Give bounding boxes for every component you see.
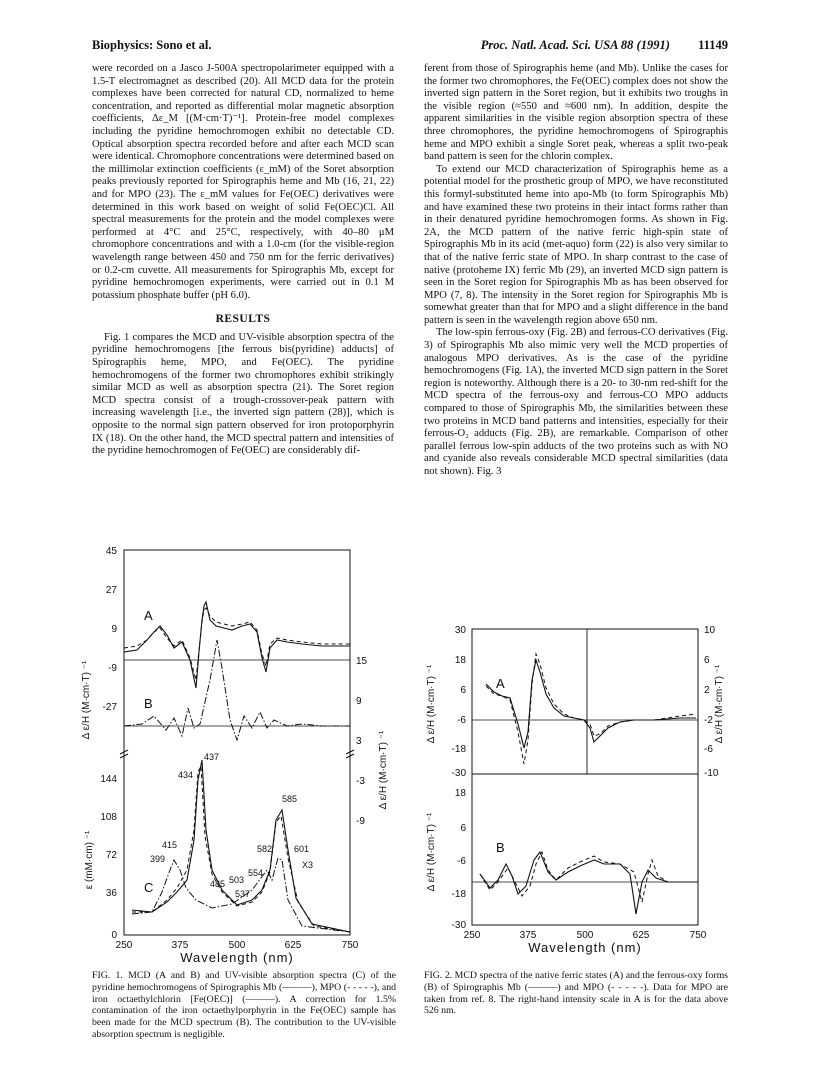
fig2-a-right-tick: 10	[704, 625, 716, 636]
fig1-ylabel-right: Δ ε/H (M·cm·T) ⁻¹	[378, 730, 389, 810]
fig2-panel-a: A	[496, 676, 505, 691]
fig2-a-ytick: -18	[451, 744, 466, 755]
fig1-right-tick: 9	[356, 696, 362, 707]
fig1-right-tick: -3	[356, 776, 365, 787]
fig1-peak-537: 537	[235, 889, 251, 899]
fig2-a-right-tick: 6	[704, 655, 710, 666]
figure-1	[81, 540, 396, 970]
fig1-ytick: 45	[105, 546, 117, 557]
fig1-xtick: 500	[228, 940, 246, 951]
running-header-right	[476, 38, 728, 53]
fig1-peak-437: 437	[204, 752, 220, 762]
fig1-ytick: -9	[108, 663, 117, 674]
fig1-right-tick: 3	[356, 736, 362, 747]
fig1-ytick: -27	[102, 702, 117, 713]
fig2-b-ytick: -6	[457, 856, 466, 867]
results-paragraph-continued: ferent from those of Spirographis heme (and Mb). Unlike the cases for the former two chromophores, the Fe(OEC) complex does not show the inverted sign pattern in the Soret region, but it exhibits two troughs in the visible region (≈550 and ≈600 nm). In addition, despite the apparent similarities in the visible region absorption spectra of these three chromophores, the pyridine hemochromogens of Spirographis heme and MPO exhibit a single Soret peak, whereas a split two-peak band pattern is seen for the chlorin complex.	[424, 63, 728, 163]
fig2-b-ytick: -18	[451, 889, 466, 900]
fig1-right-tick: 15	[356, 656, 368, 667]
results-paragraph-1: Fig. 1 compares the MCD and UV-visible absorption spectra of the pyridine hemochromogens [the ferrous bis(pyridine) adducts] of Spirographis heme, MPO, and Fe(OEC). The pyridine hemochromogens of the former two chromophores exhibit strikingly similar MCD as well as absorption spectra (21). The Soret region MCD spectra consist of a trough-crossover-peak pattern with increasing wavelength [i.e., the inverted sign pattern (28)], which is opposite to the normal sign pattern observed for iron protoporphyrin IX (18). On the other hand, the MCD spectral pattern and intensities of the pyridine hemochromogen of Fe(OEC) are considerably dif-	[92, 331, 394, 457]
fig2-a-right-tick: -2	[704, 715, 713, 726]
figure-1-caption: FIG. 1. MCD (A and B) and UV-visible absorption spectra (C) of the pyridine hemochromogens of Spirographis Mb (———), MPO (- - - - -), and iron octaethylchlorin [Fe(OEC)] (———). A correction for 1.5% contamination of the iron octaethylporphyrin in the Fe(OEC) sample has been made for the MCD spectrum (B). The contribution to the UV-visible absorption spectrum is negligible.	[92, 970, 396, 1040]
fig1-xtick: 375	[171, 940, 189, 951]
fig2-xtick: 375	[519, 930, 537, 941]
results-paragraph-3: The low-spin ferrous-oxy (Fig. 2B) and ferrous-CO derivatives (Fig. 3) of Spirographis Mb also mimic very well the MCD properties of analogous MPO derivatives. As is the case of the pyridine hemochromogens (Fig. 1A), the inverted MCD sign pattern in the Soret region is noteworthy. Although there is a 20- to 30-nm red-shift for the MCD spectra of the ferrous-oxy and ferrous-CO MPO adducts compared to those of Spirographis Mb, the similarities between these two proteins in MCD band patterns and intensities, especially for their ferrous-O₂ adducts (Fig. 2B), are remarkable. Comparison of other parallel ferrous low-spin adducts of the two proteins such as with NO and cyanide also reveals considerable MCD spectral similarities (data not shown). Fig. 3	[424, 327, 728, 477]
fig2-panel-b: B	[496, 840, 505, 855]
fig1a-spirographis-trace	[124, 602, 350, 688]
results-paragraph-2: To extend our MCD characterization of Spirographis heme as a potential model for the prosthetic group of MPO, we have reconstituted this formyl-substituted heme into apo-Mb (to form Spirographis Mb) and have examined these two proteins in their intact forms rather than in their denatured pyridine hemochromogen forms. As shown in Fig. 2A, the MCD pattern of the native ferric high-spin state of Spirographis Mb in its acid (met-aquo) form (22) is also very similar to that of the native ferric state of MPO. In sharp contrast to the case of native (protoheme IX) ferric Mb (29), an inverted MCD sign pattern is seen in the Soret region for Spirographis Mb as has been observed for MPO (7, 8). The intensity in the Soret region for Spirographis Mb is somewhat greater than that for MPO and a slight difference in the band pattern is seen in the wavelength region above 650 nm.	[424, 163, 728, 326]
fig2-b-ytick: 18	[454, 788, 466, 799]
fig2a-mpo-trace	[486, 654, 696, 764]
fig1-right-tick: -9	[356, 816, 365, 827]
fig1-panel-a: A	[144, 608, 153, 623]
fig2-a-ytick: 18	[454, 655, 466, 666]
fig1-peak-582: 582	[257, 844, 273, 854]
fig2-b-ytick: -30	[451, 920, 466, 931]
fig1-peak-485: 485	[210, 879, 226, 889]
fig1-panel-c: C	[144, 880, 154, 895]
fig2-ylabel-right-a: Δ ε/H (M·cm·T) ⁻¹	[714, 664, 725, 744]
running-header-left: Biophysics: Sono et al.	[92, 38, 212, 52]
fig2-xtick: 250	[463, 930, 481, 941]
fig2-xtick: 750	[689, 930, 707, 941]
fig2-a-right-tick: 2	[704, 685, 710, 696]
fig1-scale-x3: X3	[302, 860, 314, 870]
fig2-xtick: 625	[632, 930, 650, 941]
fig1-xtick: 625	[284, 940, 302, 951]
fig2-a-right-tick: -6	[704, 744, 713, 755]
fig1-peak-554: 554	[248, 868, 264, 878]
fig2-a-ytick: -30	[451, 768, 466, 779]
fig1-xtick: 250	[115, 940, 133, 951]
fig1-ytick: 9	[111, 624, 117, 635]
fig1-ylabel-abs: ε (mM·cm) ⁻¹	[84, 830, 95, 890]
fig1-c-ytick: 0	[111, 930, 117, 941]
fig1-xlabel: Wavelength (nm)	[180, 950, 294, 965]
fig1-panel-b: B	[144, 696, 153, 711]
fig1-ytick: 27	[105, 585, 117, 596]
fig2-ylabel-left-a: Δ ε/H (M·cm·T) ⁻¹	[426, 664, 437, 744]
fig1-c-ytick: 108	[100, 812, 117, 823]
fig1-ylabel-left: Δ ε/H (M·cm·T) ⁻¹	[81, 660, 92, 740]
fig1-xtick: 750	[341, 940, 359, 951]
fig2-b-ytick: 6	[460, 823, 466, 834]
fig2-a-ytick: 6	[460, 685, 466, 696]
fig1-peak-503: 503	[229, 875, 245, 885]
fig2-a-ytick: 30	[454, 625, 466, 636]
fig2b-mpo-trace	[480, 852, 698, 902]
fig2-a-right-tick: -10	[704, 768, 719, 779]
fig1-peak-601: 601	[294, 844, 310, 854]
right-column	[424, 63, 728, 479]
fig2-ylabel-left-b: Δ ε/H (M·cm·T) ⁻¹	[426, 812, 437, 892]
fig1a-mpo-trace	[124, 608, 350, 680]
fig2b-spirographis-trace	[480, 852, 698, 914]
fig2-xlabel: Wavelength (nm)	[528, 940, 642, 955]
figure-2-caption: FIG. 2. MCD spectra of the native ferric states (A) and the ferrous-oxy forms (B) of Spirographis Mb (———) and MPO (- - - - -). Data for MPO are taken from ref. 8. The right-hand intensity scale in A is for the data above 526 nm.	[424, 970, 728, 1017]
methods-paragraph: were recorded on a Jasco J-500A spectropolarimeter equipped with a 1.5-T electromagnet as described (20). All MCD data for the protein complexes have been corrected for natural CD, normalized to heme concentration, and reported as differential molar magnetic absorption coefficients, Δε_M [(M·cm·T)⁻¹]. Protein-free model complexes including the pyridine hemochromogen exhibit no detectable CD. Optical absorption spectra recorded before and after each MCD scan were identical. Chromophore concentrations were determined based on the millimolar extinction coefficients (ε_mM) of the Soret absorption peaks previously reported for Spirographis heme and Mb (16, 21, 22) and for MPO (23). The ε_mM values for Fe(OEC) derivatives were determined in this work based on weight of solid Fe(OEC)Cl. All spectral measurements for the protein and the model complexes were performed at 4°C and 25°C, respectively, with 40–80 μM chromophore concentrations and with a 1.0-cm (for the visible-region wavelength range between 450 and 750 nm for the ferric derivatives) or 0.2-cm cuvette. All measurements for Spirographis Mb, except for pyridine hemochromogen experiments, were carried out in 0.1 M potassium phosphate buffer (pH 6.0).	[92, 63, 394, 301]
fig2a-spirographis-trace	[486, 660, 696, 748]
figure-1-plot	[81, 540, 396, 970]
fig1-peak-434: 434	[178, 770, 194, 780]
left-column	[92, 63, 394, 458]
fig2-xtick: 500	[576, 930, 594, 941]
fig1-peak-585: 585	[282, 794, 298, 804]
figure-2	[424, 624, 728, 970]
fig2-a-ytick: -6	[457, 715, 466, 726]
fig1-c-ytick: 36	[105, 888, 117, 899]
fig1-c-ytick: 144	[100, 774, 117, 785]
fig1b-feoec-trace	[124, 640, 350, 740]
figure-2-plot	[424, 624, 728, 970]
fig1-peak-399: 399	[150, 854, 166, 864]
fig1-peak-415: 415	[162, 840, 178, 850]
page-number: 11149	[698, 38, 728, 52]
journal-citation: Proc. Natl. Acad. Sci. USA 88 (1991)	[480, 38, 670, 52]
section-heading-results: RESULTS	[215, 313, 271, 326]
fig1-c-ytick: 72	[105, 850, 117, 861]
